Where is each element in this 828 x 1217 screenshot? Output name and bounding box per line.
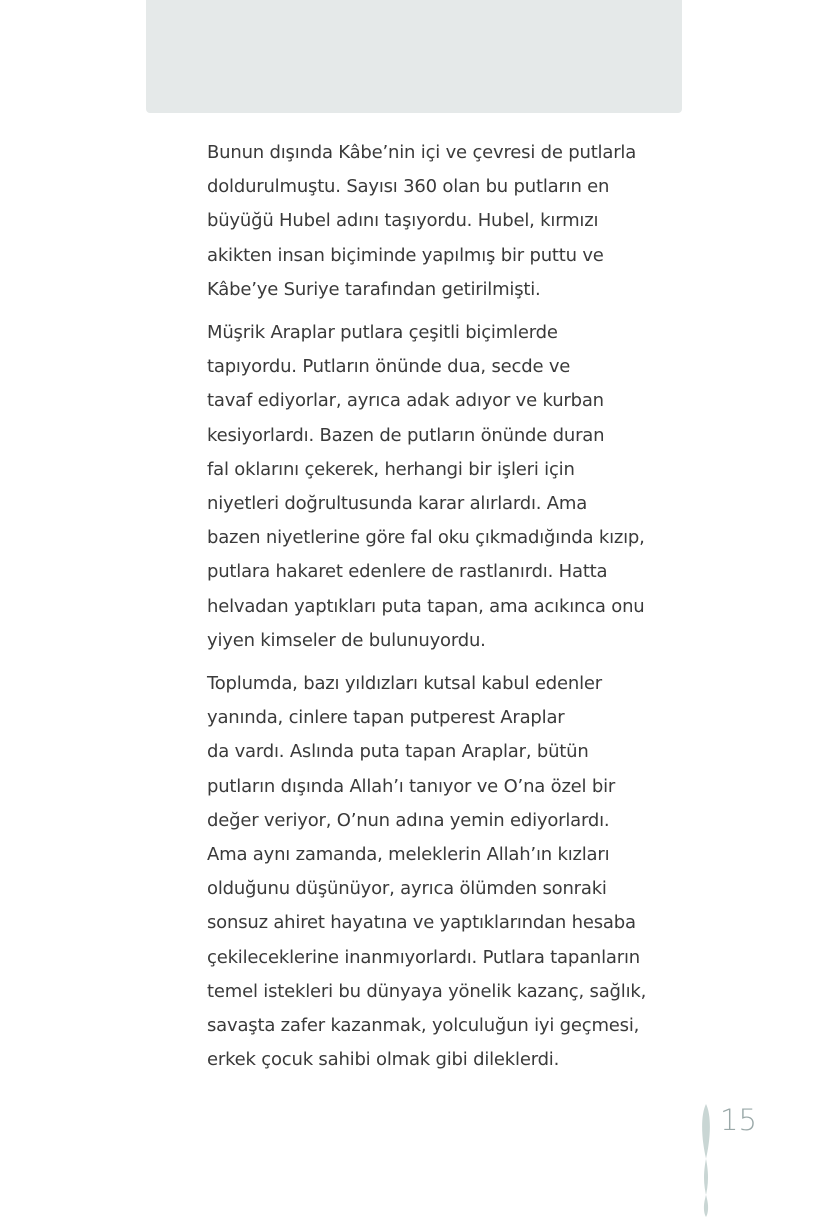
paragraph-2: [207, 316, 657, 658]
text-line: Ama aynı zamanda, meleklerin Allah’ın kızları: [207, 844, 610, 866]
text-line: Kâbe’ye Suriye tarafından getirilmişti.: [207, 278, 541, 300]
text-line: erkek çocuk sahibi olmak gibi dileklerdi.: [207, 1049, 560, 1071]
text-line: değer veriyor, O’nun adına yemin ediyorlardı.: [207, 809, 610, 831]
page-number: 15: [720, 1103, 757, 1137]
text-line: helvadan yaptıkları puta tapan, ama acıkınca onu: [207, 595, 645, 617]
text-line: çekileceklerine inanmıyorlardı. Putlara tapanların: [207, 946, 640, 968]
text-line: fal oklarını çekerek, herhangi bir işleri için: [207, 458, 575, 480]
text-line: sonsuz ahiret hayatına ve yaptıklarından hesaba: [207, 912, 636, 934]
body-text: [207, 136, 657, 1086]
paragraph-3: [207, 667, 657, 1077]
ornament-shape: [702, 1104, 710, 1217]
text-line: bazen niyetlerine göre fal oku çıkmadığında kızıp,: [207, 527, 645, 549]
text-line: tapıyordu. Putların önünde dua, secde ve: [207, 356, 571, 378]
text-line: savaşta zafer kazanmak, yolculuğun iyi geçmesi,: [207, 1015, 640, 1037]
text-line: putlara hakaret edenlere de rastlanırdı. Hatta: [207, 561, 608, 583]
text-line: Müşrik Araplar putlara çeşitli biçimlerde: [207, 322, 558, 344]
text-line: yanında, cinlere tapan putperest Araplar: [207, 707, 565, 729]
text-line: temel istekleri bu dünyaya yönelik kazanç, sağlık,: [207, 980, 647, 1002]
text-line: doldurulmuştu. Sayısı 360 olan bu putların en: [207, 176, 610, 198]
text-line: tavaf ediyorlar, ayrıca adak adıyor ve kurban: [207, 390, 604, 412]
text-line: Bunun dışında Kâbe’nin içi ve çevresi de putlarla: [207, 142, 637, 163]
top-image-placeholder: [146, 0, 682, 113]
text-line: akikten insan biçiminde yapılmış bir puttu ve: [207, 244, 604, 266]
text-line: Toplumda, bazı yıldızları kutsal kabul edenler: [207, 673, 602, 695]
text-line: niyetleri doğrultusunda karar alırlardı. Ama: [207, 493, 588, 515]
text-line: putların dışında Allah’ı tanıyor ve O’na özel bir: [207, 775, 616, 797]
text-line: yiyen kimseler de bulunuyordu.: [207, 629, 486, 651]
text-line: olduğunu düşünüyor, ayrıca ölümden sonraki: [207, 878, 607, 900]
text-line: büyüğü Hubel adını taşıyordu. Hubel, kırmızı: [207, 210, 599, 232]
text-line: da vardı. Aslında puta tapan Araplar, bütün: [207, 741, 589, 763]
page-ornament-icon: [694, 1104, 718, 1217]
text-line: kesiyorlardı. Bazen de putların önünde duran: [207, 424, 605, 446]
paragraph-1: [207, 136, 657, 307]
